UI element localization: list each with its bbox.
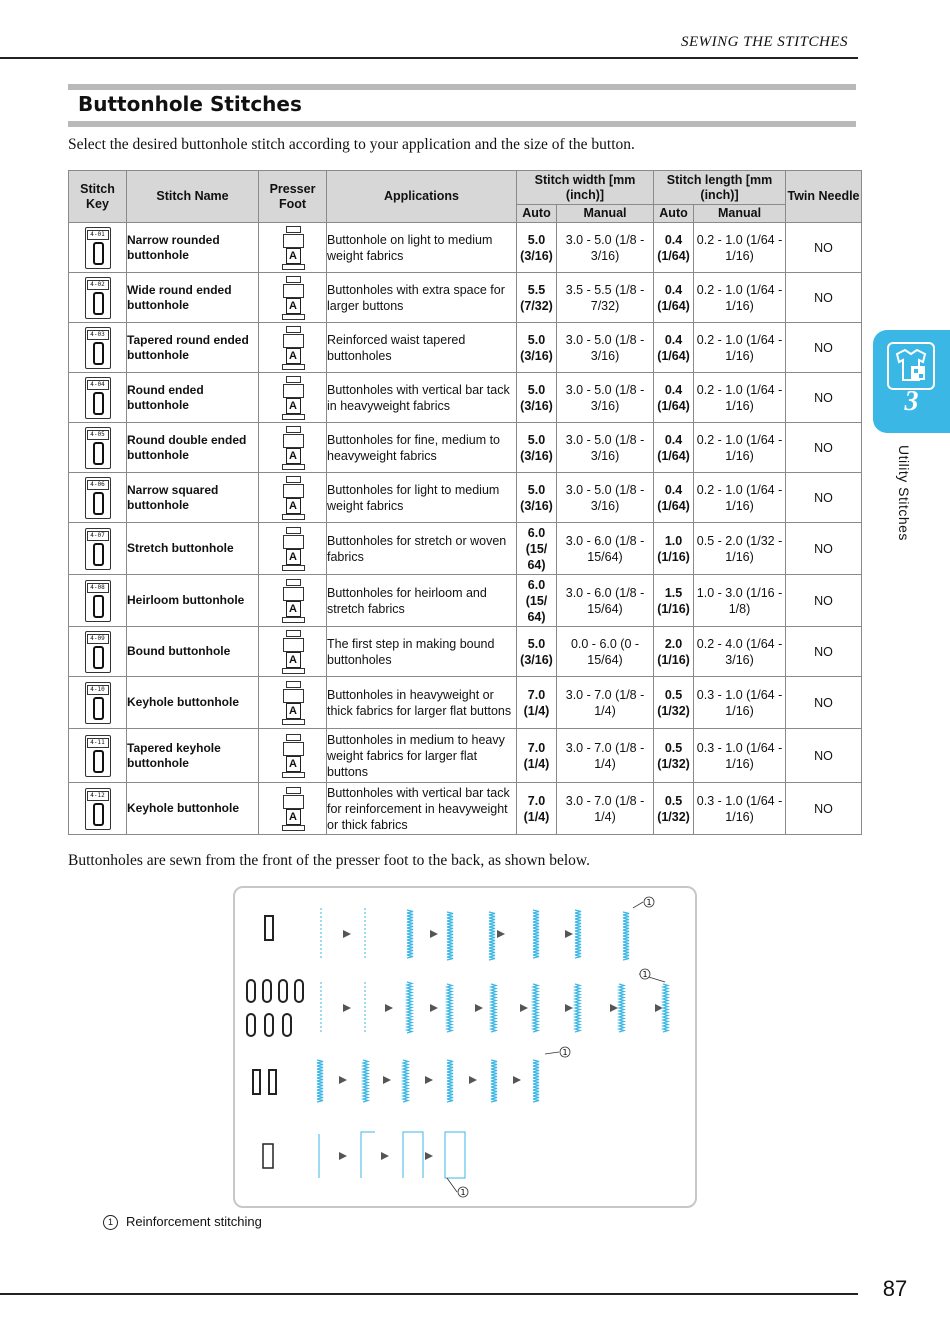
length-auto: 0.5 (1/32) — [654, 783, 694, 835]
presser-foot-icon — [281, 426, 305, 470]
stitch-key-icon — [85, 277, 111, 319]
twin-needle: NO — [786, 677, 862, 729]
stitch-name: Keyhole buttonhole — [127, 783, 259, 835]
buttonhole-shape-icon — [93, 242, 104, 265]
length-manual: 0.2 - 4.0 (1/64 - 3/16) — [694, 627, 786, 677]
width-auto: 5.0 (3/16) — [517, 627, 557, 677]
width-auto: 5.0 (3/16) — [517, 223, 557, 273]
length-manual: 0.2 - 1.0 (1/64 - 1/16) — [694, 223, 786, 273]
stitch-key-icon — [85, 631, 111, 673]
application-text: The first step in making bound buttonholes — [327, 627, 517, 677]
header-rule — [0, 57, 858, 59]
zigzag-stitch — [491, 1060, 497, 1102]
presser-foot-cell — [259, 473, 327, 523]
table-body — [69, 223, 862, 835]
running-header: SEWING THE STITCHES — [680, 34, 848, 50]
stitch-key-number: 4-10 — [87, 685, 109, 695]
application-text: Buttonholes with vertical bar tack for reinforcement in heavyweight or thick fabrics — [327, 783, 517, 835]
header-stitch-length: Stitch length [mm (inch)] — [654, 171, 786, 205]
stitch-key-cell — [69, 373, 127, 423]
sequence-arrow-icon — [425, 1152, 433, 1160]
sequence-arrow-icon — [383, 1076, 391, 1084]
chapter-number: 3 — [904, 386, 919, 417]
application-text: Buttonholes with vertical bar tack in heavyweight fabrics — [327, 373, 517, 423]
twin-needle: NO — [786, 423, 862, 473]
sequence-arrow-icon — [425, 1076, 433, 1084]
stitch-key-cell — [69, 783, 127, 835]
stitch-key-number: 4-07 — [87, 531, 109, 541]
stitch-key-number: 4-09 — [87, 634, 109, 644]
header-presser-foot: Presser Foot — [259, 171, 327, 223]
legend-label: Reinforcement stitching — [126, 1214, 262, 1229]
buttonhole-shape-icon — [93, 543, 104, 566]
zigzag-stitch — [447, 984, 452, 1032]
sequence-arrow-icon — [343, 1004, 351, 1012]
buttonhole-shape-icon — [253, 1070, 260, 1094]
stitch-name: Round double ended buttonhole — [127, 423, 259, 473]
sequence-arrow-icon — [565, 1004, 573, 1012]
twin-needle: NO — [786, 473, 862, 523]
buttonhole-shape-icon — [247, 980, 255, 1002]
table-row — [69, 783, 862, 835]
presser-foot-icon — [281, 376, 305, 420]
presser-foot-letter: A — [286, 601, 301, 617]
application-text: Buttonhole on light to medium weight fabrics — [327, 223, 517, 273]
straight-stitch — [445, 1132, 465, 1178]
stitch-key-number: 4-03 — [87, 330, 109, 340]
zigzag-stitch — [491, 984, 496, 1032]
callout-line — [545, 1052, 559, 1054]
zigzag-stitch — [533, 984, 538, 1032]
width-auto: 5.0 (3/16) — [517, 373, 557, 423]
length-auto: 0.4 (1/64) — [654, 423, 694, 473]
presser-foot-letter: A — [286, 756, 301, 772]
twin-needle: NO — [786, 783, 862, 835]
stitch-name: Narrow squared buttonhole — [127, 473, 259, 523]
presser-foot-letter: A — [286, 809, 301, 825]
sequence-arrow-icon — [475, 1004, 483, 1012]
presser-foot-cell — [259, 323, 327, 373]
length-manual: 0.2 - 1.0 (1/64 - 1/16) — [694, 473, 786, 523]
zigzag-stitch — [575, 910, 581, 958]
width-manual: 3.0 - 7.0 (1/8 - 1/4) — [557, 729, 654, 783]
presser-foot-letter: A — [286, 398, 301, 414]
length-auto: 0.5 (1/32) — [654, 729, 694, 783]
sewing-direction-text: Buttonholes are sewn from the front of the presser foot to the back, as shown below. — [68, 852, 590, 869]
buttonhole-shape-icon — [265, 1014, 273, 1036]
width-manual: 3.0 - 5.0 (1/8 - 3/16) — [557, 223, 654, 273]
presser-foot-letter: A — [286, 703, 301, 719]
length-auto: 0.4 (1/64) — [654, 373, 694, 423]
presser-foot-letter: A — [286, 652, 301, 668]
zigzag-stitch — [663, 984, 668, 1032]
buttonhole-table — [68, 170, 862, 835]
table-row — [69, 223, 862, 273]
width-manual: 3.5 - 5.5 (1/8 - 7/32) — [557, 273, 654, 323]
presser-foot-icon — [281, 276, 305, 320]
width-auto: 7.0 (1/4) — [517, 677, 557, 729]
stitch-name: Narrow rounded buttonhole — [127, 223, 259, 273]
stitch-key-number: 4-08 — [87, 583, 109, 593]
length-manual: 0.2 - 1.0 (1/64 - 1/16) — [694, 323, 786, 373]
chapter-label: Utility Stitches — [896, 445, 912, 541]
length-manual: 0.3 - 1.0 (1/64 - 1/16) — [694, 729, 786, 783]
presser-foot-cell — [259, 729, 327, 783]
presser-foot-icon — [281, 734, 305, 778]
buttonhole-shape-icon — [265, 916, 273, 940]
stitch-key-cell — [69, 473, 127, 523]
stitch-name: Wide round ended buttonhole — [127, 273, 259, 323]
presser-foot-cell — [259, 423, 327, 473]
callout-line — [633, 902, 643, 908]
width-auto: 5.0 (3/16) — [517, 423, 557, 473]
zigzag-stitch — [407, 982, 412, 1033]
presser-foot-icon — [281, 630, 305, 674]
buttonhole-shape-icon — [263, 1144, 273, 1168]
stitch-key-cell — [69, 627, 127, 677]
table-row — [69, 627, 862, 677]
length-auto: 0.4 (1/64) — [654, 223, 694, 273]
buttonhole-shape-icon — [295, 980, 303, 1002]
sequence-arrow-icon — [520, 1004, 528, 1012]
buttonhole-shape-icon — [93, 646, 104, 669]
width-auto: 6.0 (15/ 64) — [517, 575, 557, 627]
table-row — [69, 677, 862, 729]
zigzag-stitch — [403, 1060, 408, 1102]
stitch-key-number: 4-11 — [87, 738, 109, 748]
presser-foot-icon — [281, 579, 305, 623]
page-number: 87 — [882, 1276, 908, 1301]
stitch-name: Tapered round ended buttonhole — [127, 323, 259, 373]
sequence-arrow-icon — [339, 1152, 347, 1160]
width-auto: 5.0 (3/16) — [517, 323, 557, 373]
stitch-key-icon — [85, 327, 111, 369]
table-row — [69, 729, 862, 783]
length-manual: 1.0 - 3.0 (1/16 - 1/8) — [694, 575, 786, 627]
callout-number: 1 — [460, 1188, 466, 1197]
length-auto: 0.4 (1/64) — [654, 273, 694, 323]
twin-needle: NO — [786, 523, 862, 575]
width-auto: 7.0 (1/4) — [517, 783, 557, 835]
zigzag-stitch — [447, 912, 453, 960]
sequence-arrow-icon — [610, 1004, 618, 1012]
presser-foot-icon — [281, 326, 305, 370]
application-text: Buttonholes for light to medium weight fabrics — [327, 473, 517, 523]
sequence-arrow-icon — [430, 1004, 438, 1012]
width-manual: 3.0 - 5.0 (1/8 - 3/16) — [557, 473, 654, 523]
sewing-order-diagram — [233, 886, 697, 1208]
buttonhole-shape-icon — [283, 1014, 291, 1036]
legend-marker: 1 — [103, 1215, 118, 1230]
stitch-key-icon — [85, 227, 111, 269]
application-text: Buttonholes for heirloom and stretch fabrics — [327, 575, 517, 627]
twin-needle: NO — [786, 223, 862, 273]
stitch-key-icon — [85, 580, 111, 622]
presser-foot-cell — [259, 273, 327, 323]
header-length-auto: Auto — [654, 205, 694, 223]
stitch-name: Bound buttonhole — [127, 627, 259, 677]
header-length-manual: Manual — [694, 205, 786, 223]
stitch-key-icon — [85, 477, 111, 519]
application-text: Reinforced waist tapered buttonholes — [327, 323, 517, 373]
width-manual: 3.0 - 7.0 (1/8 - 1/4) — [557, 677, 654, 729]
length-manual: 0.2 - 1.0 (1/64 - 1/16) — [694, 373, 786, 423]
presser-foot-letter: A — [286, 549, 301, 565]
application-text: Buttonholes for fine, medium to heavyweight fabrics — [327, 423, 517, 473]
stitch-key-cell — [69, 575, 127, 627]
length-manual: 0.2 - 1.0 (1/64 - 1/16) — [694, 423, 786, 473]
stitch-key-number: 4-02 — [87, 280, 109, 290]
sequence-arrow-icon — [469, 1076, 477, 1084]
sequence-arrow-icon — [339, 1076, 347, 1084]
presser-foot-cell — [259, 373, 327, 423]
straight-stitch — [403, 1132, 423, 1178]
header-stitch-name: Stitch Name — [127, 171, 259, 223]
buttonhole-shape-icon — [269, 1070, 276, 1094]
application-text: Buttonholes with extra space for larger buttons — [327, 273, 517, 323]
buttonhole-shape-icon — [93, 803, 104, 826]
shirt-quilt-icon — [887, 342, 935, 390]
zigzag-stitch — [363, 1060, 368, 1102]
width-manual: 3.0 - 5.0 (1/8 - 3/16) — [557, 423, 654, 473]
legend — [103, 1214, 262, 1230]
sequence-arrow-icon — [565, 930, 573, 938]
header-width-auto: Auto — [517, 205, 557, 223]
twin-needle: NO — [786, 575, 862, 627]
sequence-arrow-icon — [430, 930, 438, 938]
presser-foot-cell — [259, 223, 327, 273]
presser-foot-icon — [281, 787, 305, 831]
buttonhole-shape-icon — [93, 750, 104, 773]
stitch-key-number: 4-04 — [87, 380, 109, 390]
zigzag-stitch — [317, 1060, 323, 1102]
buttonhole-shape-icon — [93, 292, 104, 315]
stitch-key-number: 4-01 — [87, 230, 109, 240]
presser-foot-icon — [281, 681, 305, 725]
header-stitch-width: Stitch width [mm (inch)] — [517, 171, 654, 205]
footer-rule — [0, 1293, 858, 1295]
zigzag-stitch — [623, 912, 629, 960]
buttonhole-shape-icon — [247, 1014, 255, 1036]
stitch-key-number: 4-06 — [87, 480, 109, 490]
stitch-key-icon — [85, 528, 111, 570]
length-auto: 2.0 (1/16) — [654, 627, 694, 677]
width-auto: 7.0 (1/4) — [517, 729, 557, 783]
buttonhole-shape-icon — [93, 392, 104, 415]
table-row — [69, 575, 862, 627]
twin-needle: NO — [786, 323, 862, 373]
width-manual: 0.0 - 6.0 (0 - 15/64) — [557, 627, 654, 677]
width-manual: 3.0 - 5.0 (1/8 - 3/16) — [557, 373, 654, 423]
application-text: Buttonholes for stretch or woven fabrics — [327, 523, 517, 575]
presser-foot-cell — [259, 575, 327, 627]
twin-needle: NO — [786, 729, 862, 783]
length-auto: 1.5 (1/16) — [654, 575, 694, 627]
sequence-arrow-icon — [497, 930, 505, 938]
twin-needle: NO — [786, 373, 862, 423]
sequence-arrow-icon — [381, 1152, 389, 1160]
length-auto: 1.0 (1/16) — [654, 523, 694, 575]
header-width-manual: Manual — [557, 205, 654, 223]
length-manual: 0.3 - 1.0 (1/64 - 1/16) — [694, 783, 786, 835]
buttonhole-shape-icon — [93, 342, 104, 365]
application-text: Buttonholes in heavyweight or thick fabrics for larger flat buttons — [327, 677, 517, 729]
buttonhole-shape-icon — [263, 980, 271, 1002]
stitch-name: Heirloom buttonhole — [127, 575, 259, 627]
presser-foot-cell — [259, 523, 327, 575]
stitch-key-icon — [85, 427, 111, 469]
table-row — [69, 423, 862, 473]
length-auto: 0.5 (1/32) — [654, 677, 694, 729]
zigzag-stitch — [447, 1060, 453, 1102]
buttonhole-shape-icon — [93, 697, 104, 720]
stitch-key-cell — [69, 729, 127, 783]
stitch-key-icon — [85, 377, 111, 419]
presser-foot-icon — [281, 527, 305, 571]
stitch-name: Round ended buttonhole — [127, 373, 259, 423]
presser-foot-letter: A — [286, 348, 301, 364]
stitch-key-icon — [85, 788, 111, 830]
width-manual: 3.0 - 7.0 (1/8 - 1/4) — [557, 783, 654, 835]
width-manual: 3.0 - 6.0 (1/8 - 15/64) — [557, 523, 654, 575]
twin-needle: NO — [786, 627, 862, 677]
zigzag-stitch — [533, 910, 539, 958]
stitch-key-number: 4-12 — [87, 791, 109, 801]
zigzag-stitch — [619, 984, 624, 1032]
width-auto: 5.0 (3/16) — [517, 473, 557, 523]
table-row — [69, 323, 862, 373]
stitch-key-number: 4-05 — [87, 430, 109, 440]
application-text: Buttonholes in medium to heavy weight fabrics for larger flat buttons — [327, 729, 517, 783]
intro-text: Select the desired buttonhole stitch according to your application and the size of the button. — [68, 136, 635, 153]
callout-line — [447, 1178, 457, 1192]
presser-foot-letter: A — [286, 298, 301, 314]
length-auto: 0.4 (1/64) — [654, 323, 694, 373]
stitch-key-icon — [85, 682, 111, 724]
buttonhole-shape-icon — [93, 442, 104, 465]
width-manual: 3.0 - 6.0 (1/8 - 15/64) — [557, 575, 654, 627]
presser-foot-cell — [259, 677, 327, 729]
width-auto: 6.0 (15/ 64) — [517, 523, 557, 575]
table-row — [69, 523, 862, 575]
stitch-name: Keyhole buttonhole — [127, 677, 259, 729]
stitch-key-icon — [85, 735, 111, 777]
zigzag-stitch — [533, 1060, 539, 1102]
zigzag-stitch — [575, 984, 580, 1032]
sequence-arrow-icon — [385, 1004, 393, 1012]
buttonhole-shape-icon — [279, 980, 287, 1002]
presser-foot-letter: A — [286, 248, 301, 264]
presser-foot-letter: A — [286, 498, 301, 514]
stitch-name: Tapered keyhole buttonhole — [127, 729, 259, 783]
table-row — [69, 373, 862, 423]
width-manual: 3.0 - 5.0 (1/8 - 3/16) — [557, 323, 654, 373]
title-bar-top — [68, 84, 856, 90]
stitch-key-cell — [69, 273, 127, 323]
presser-foot-letter: A — [286, 448, 301, 464]
sewing-order-svg — [235, 888, 695, 1206]
header-stitch-key: Stitch Key — [69, 171, 127, 223]
length-manual: 0.2 - 1.0 (1/64 - 1/16) — [694, 273, 786, 323]
stitch-key-cell — [69, 323, 127, 373]
stitch-key-cell — [69, 223, 127, 273]
presser-foot-cell — [259, 627, 327, 677]
presser-foot-icon — [281, 226, 305, 270]
width-auto: 5.5 (7/32) — [517, 273, 557, 323]
sequence-arrow-icon — [513, 1076, 521, 1084]
length-auto: 0.4 (1/64) — [654, 473, 694, 523]
table-row — [69, 273, 862, 323]
length-manual: 0.3 - 1.0 (1/64 - 1/16) — [694, 677, 786, 729]
header-applications: Applications — [327, 171, 517, 223]
sequence-arrow-icon — [343, 930, 351, 938]
stitch-key-cell — [69, 423, 127, 473]
stitch-name: Stretch buttonhole — [127, 523, 259, 575]
stitch-key-cell — [69, 677, 127, 729]
zigzag-stitch — [489, 912, 495, 960]
zigzag-stitch — [407, 910, 413, 958]
header-twin-needle: Twin Needle — [786, 171, 862, 223]
title-bar-bottom — [68, 121, 856, 127]
straight-stitch — [361, 1132, 375, 1178]
callout-number: 1 — [646, 898, 652, 907]
length-manual: 0.5 - 2.0 (1/32 - 1/16) — [694, 523, 786, 575]
table-row — [69, 473, 862, 523]
callout-number: 1 — [562, 1048, 568, 1057]
buttonhole-shape-icon — [93, 595, 104, 618]
stitch-key-cell — [69, 523, 127, 575]
twin-needle: NO — [786, 273, 862, 323]
buttonhole-shape-icon — [93, 492, 104, 515]
callout-number: 1 — [642, 970, 648, 979]
presser-foot-cell — [259, 783, 327, 835]
section-title: Buttonhole Stitches — [78, 92, 302, 116]
presser-foot-icon — [281, 476, 305, 520]
